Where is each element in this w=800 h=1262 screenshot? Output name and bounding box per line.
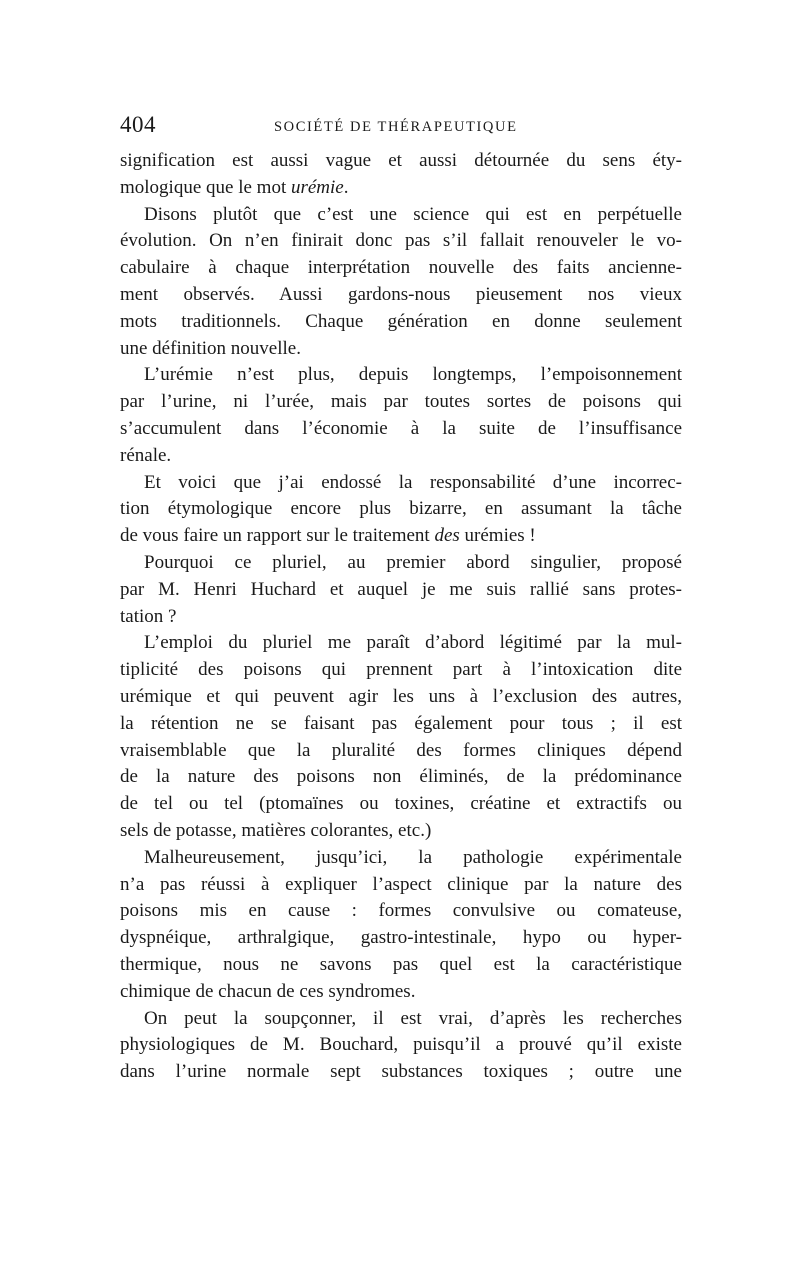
paragraph <box>120 202 682 363</box>
text-line <box>120 818 682 845</box>
text-run: L’urémie n’est plus, depuis longtemps, l’empoisonnement <box>144 364 682 386</box>
text-line <box>120 711 682 738</box>
text-line <box>120 336 682 363</box>
text-line <box>120 416 682 443</box>
paragraph <box>120 845 682 1006</box>
text-line <box>120 1032 682 1059</box>
text-line <box>120 872 682 899</box>
text-line <box>120 282 682 309</box>
text-run: vraisemblable que la pluralité des formes cliniques dépend <box>120 739 682 761</box>
text-run: mologique que le mot <box>120 176 291 198</box>
paragraph <box>120 1006 682 1086</box>
text-run: chimique de chacun de ces syndromes. <box>120 980 416 1002</box>
text-line <box>120 550 682 577</box>
text-run: par M. Henri Huchard et auquel je me suis rallié sans protes- <box>120 578 682 600</box>
paragraph <box>120 362 682 469</box>
text-line <box>120 443 682 470</box>
text-line <box>120 228 682 255</box>
text-run: de la nature des poisons non éliminés, de la prédominance <box>120 766 682 788</box>
text-run: thermique, nous ne savons pas quel est la caractéristique <box>120 953 682 975</box>
paragraph <box>120 470 682 550</box>
text-run: tion étymologique encore plus bizarre, en assumant la tâche <box>120 498 682 520</box>
text-line <box>120 389 682 416</box>
italic-text: urémie <box>290 176 344 198</box>
body-text <box>120 148 682 1086</box>
text-run: Pourquoi ce pluriel, au premier abord singulier, proposé <box>144 551 682 573</box>
text-run: signification est aussi vague et aussi détournée du sens éty- <box>120 150 682 171</box>
text-line <box>120 148 682 175</box>
paragraph <box>120 550 682 630</box>
text-run: s’accumulent dans l’économie à la suite de l’insuffisance <box>120 417 682 439</box>
text-run: dyspnéique, arthralgique, gastro-intestinale, hypo ou hyper- <box>120 927 682 949</box>
text-line <box>120 630 682 657</box>
text-line <box>120 1059 682 1086</box>
text-run: ment observés. Aussi gardons-nous pieusement nos vieux <box>120 283 682 305</box>
text-run: rénale. <box>120 444 172 466</box>
text-line <box>120 684 682 711</box>
text-run: cabulaire à chaque interprétation nouvelle des faits ancienne- <box>120 257 682 279</box>
page-number: 404 <box>120 112 156 137</box>
text-run: n’a pas réussi à expliquer l’aspect clinique par la nature des <box>120 873 682 895</box>
text-run: L’emploi du pluriel me paraît d’abord légitimé par la mul- <box>144 632 682 654</box>
text-line <box>120 952 682 979</box>
text-line <box>120 1006 682 1033</box>
text-line <box>120 496 682 523</box>
text-line <box>120 764 682 791</box>
text-run: tiplicité des poisons qui prennent part à l’intoxication dite <box>120 659 682 681</box>
text-run: On peut la soupçonner, il est vrai, d’après les recherches <box>144 1007 682 1029</box>
text-run: Et voici que j’ai endossé la responsabilité d’une incorrec- <box>144 471 682 493</box>
text-line <box>120 925 682 952</box>
text-run: mots traditionnels. Chaque génération en donne seulement <box>120 310 682 332</box>
paragraph <box>120 630 682 844</box>
text-run: poisons mis en cause : formes convulsive ou comateuse, <box>120 900 682 922</box>
text-line <box>120 362 682 389</box>
text-run: urémique et qui peuvent agir les uns à l’exclusion des autres, <box>120 685 682 707</box>
text-run: de tel ou tel (ptomaïnes ou toxines, créatine et extractifs ou <box>120 793 682 815</box>
text-line <box>120 202 682 229</box>
text-line <box>120 470 682 497</box>
text-line <box>120 791 682 818</box>
text-line <box>120 898 682 925</box>
text-run: urémies ! <box>459 525 536 547</box>
italic-text: des <box>434 525 460 547</box>
text-run: une définition nouvelle. <box>120 337 301 359</box>
text-run: tation ? <box>120 605 177 627</box>
text-run: physiologiques de M. Bouchard, puisqu’il a prouvé qu’il existe <box>120 1034 682 1056</box>
text-line <box>120 309 682 336</box>
paragraph <box>120 148 682 202</box>
running-head <box>120 112 680 142</box>
text-run: évolution. On n’en finirait donc pas s’il fallait renouveler le vo- <box>120 230 682 252</box>
text-run: Malheureusement, jusqu’ici, la pathologie expérimentale <box>144 846 682 868</box>
text-line <box>120 845 682 872</box>
text-line <box>120 979 682 1006</box>
text-line <box>120 175 682 202</box>
text-line <box>120 657 682 684</box>
text-run: la rétention ne se faisant pas également pour tous ; il est <box>120 712 682 734</box>
text-run: Disons plutôt que c’est une science qui est en perpétuelle <box>144 203 682 225</box>
text-run: dans l’urine normale sept substances toxiques ; outre une <box>120 1061 682 1083</box>
text-line <box>120 604 682 631</box>
text-line <box>120 255 682 282</box>
text-line <box>120 523 682 550</box>
text-run: sels de potasse, matières colorantes, etc.) <box>120 819 432 841</box>
text-run: par l’urine, ni l’urée, mais par toutes sortes de poisons qui <box>120 391 682 413</box>
running-title: SOCIÉTÉ DE THÉRAPEUTIQUE <box>274 119 518 135</box>
text-line <box>120 577 682 604</box>
text-line <box>120 738 682 765</box>
text-run: de vous faire un rapport sur le traitement <box>120 525 435 547</box>
text-run: . <box>343 176 349 198</box>
